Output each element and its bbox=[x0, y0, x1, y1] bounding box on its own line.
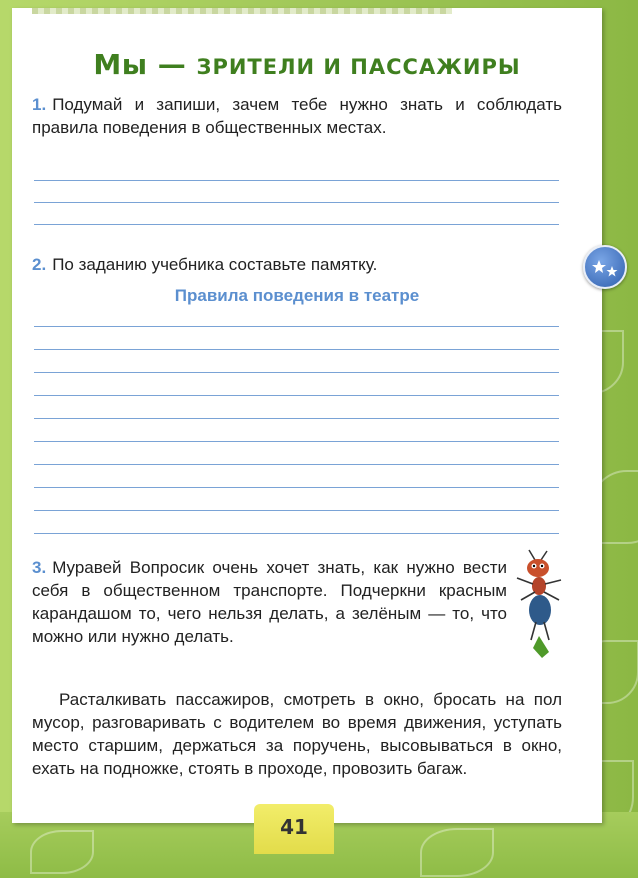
answer-line[interactable] bbox=[34, 202, 559, 203]
task-2-number: 2. bbox=[32, 255, 47, 274]
answer-line[interactable] bbox=[34, 180, 559, 181]
task-1-text: Подумай и запиши, зачем тебе нужно знать и соблюдать правила поведения в общественных местах. bbox=[32, 95, 562, 137]
answer-line[interactable] bbox=[34, 326, 559, 327]
answer-line[interactable] bbox=[34, 464, 559, 465]
title-part-1: Мы — bbox=[93, 48, 197, 81]
answer-line[interactable] bbox=[34, 418, 559, 419]
title-part-2: ЗРИТЕЛИ И ПАССАЖИРЫ bbox=[196, 55, 521, 79]
answer-line[interactable] bbox=[34, 487, 559, 488]
leaf-decoration bbox=[420, 828, 494, 877]
task-3-text: Муравей Вопросик очень хочет знать, как нужно вести себя в общественном транспорте. Подчеркни красным карандашом то, чего нельзя делать, а зелёным — то, что можно или нужно делать. bbox=[32, 558, 507, 646]
task-3-number: 3. bbox=[32, 558, 47, 577]
task-2 bbox=[32, 253, 562, 276]
memo-subtitle: Правила поведения в театре bbox=[174, 286, 420, 305]
page-title bbox=[12, 48, 602, 81]
answer-line[interactable] bbox=[34, 441, 559, 442]
answer-line[interactable] bbox=[34, 395, 559, 396]
page-number-tab bbox=[254, 804, 334, 854]
star-icon bbox=[585, 247, 625, 287]
page-number: 41 bbox=[280, 815, 308, 839]
answer-line[interactable] bbox=[34, 510, 559, 511]
answer-line[interactable] bbox=[34, 533, 559, 534]
workbook-page bbox=[12, 8, 602, 823]
leaf-decoration bbox=[30, 830, 94, 874]
page-top-edge bbox=[32, 8, 452, 14]
task-3 bbox=[32, 556, 507, 648]
answer-line[interactable] bbox=[34, 224, 559, 225]
task-1-number: 1. bbox=[32, 95, 47, 114]
task-1 bbox=[32, 93, 562, 139]
ant-mascot-icon bbox=[509, 548, 569, 663]
options-paragraph[interactable]: Расталкивать пассажиров, смотреть в окно, бросать на пол мусор, разговаривать с водителем во время движения, уступать место старшим, держаться за поручень, высовываться в окно, ехать на подножке, стоять в проходе, провозить багаж. bbox=[32, 690, 562, 778]
stars-badge-icon bbox=[583, 245, 627, 289]
task-2-text: По заданию учебника составьте памятку. bbox=[52, 255, 378, 274]
answer-line[interactable] bbox=[34, 349, 559, 350]
answer-line[interactable] bbox=[34, 372, 559, 373]
